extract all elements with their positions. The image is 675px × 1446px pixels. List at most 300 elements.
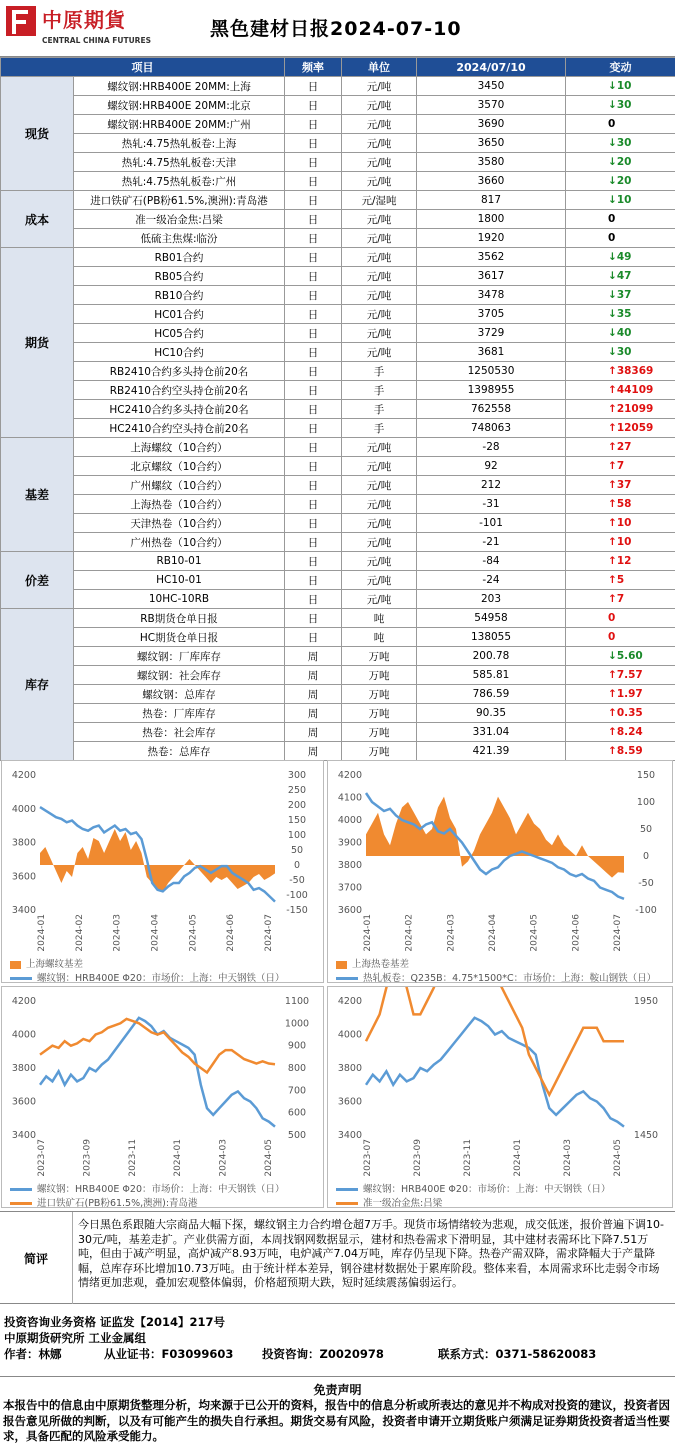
x-tick: 2024-01 [37,914,47,952]
y-tick-right: 100 [287,830,307,841]
table-row [1,457,675,476]
table-row [1,77,675,96]
y-tick-left: 4200 [337,996,362,1007]
report-title: 黑色建材日报2024-07-10 [210,18,462,40]
unit: 手 [342,362,417,381]
unit: 元/吨 [342,115,417,134]
value: 817 [417,191,566,210]
value: 54958 [417,609,566,628]
change-value: 30 [616,137,632,149]
x-tick: 2024-03 [218,1139,229,1177]
item-name: 低硫主焦煤:临汾 [74,229,285,248]
frequency: 日 [285,172,342,191]
value: 331.04 [417,723,566,742]
item-name: 螺纹钢：厂库库存 [74,647,285,666]
chart-svg [2,987,323,1207]
change-cell [566,115,675,134]
institute-line: 中原期货研究所 工业金属组 [4,1331,147,1345]
change-value: 0 [608,213,616,225]
legend-swatch [10,1188,32,1191]
y-tick-right: 100 [636,797,656,808]
arrow-up-icon: ↑ [608,555,617,567]
frequency: 日 [285,457,342,476]
frequency: 日 [285,438,342,457]
frequency: 日 [285,267,342,286]
company-logo [6,4,156,52]
author-name: 作者：林娜 [4,1347,62,1361]
change-cell [566,571,675,590]
table-row [1,267,675,286]
change-value: 27 [616,441,632,453]
cert-number: 从业证书：F03099603 [104,1347,234,1361]
change-value: 7 [616,593,625,605]
legend-swatch [10,1202,32,1205]
arrow-down-icon: ↓ [608,270,617,282]
arrow-down-icon: ↓ [608,327,617,339]
y-tick-left: 3600 [337,1096,362,1108]
frequency: 日 [285,628,342,647]
arrow-up-icon: ↑ [608,365,617,377]
commentary-label: 简评 [0,1212,73,1304]
change-cell [566,533,675,552]
value: 92 [417,457,566,476]
arrow-down-icon: ↓ [608,346,617,358]
item-name: RB10-01 [74,552,285,571]
unit: 万吨 [342,723,417,742]
x-tick: 2023-07 [37,1139,47,1177]
legend-label: 螺纹钢：HRB400E Φ20：市场价：上海：中天钢铁（日） [37,1184,285,1195]
logo-text-en: CENTRAL CHINA FUTURES [42,36,151,45]
arrow-up-icon: ↑ [608,479,617,491]
author-info [4,1314,596,1362]
change-cell [566,324,675,343]
change-value: 47 [616,270,632,282]
legend-swatch [336,1188,358,1191]
y-tick-left: 4000 [11,803,36,815]
y-tick-left: 4100 [337,792,362,804]
value: 3681 [417,343,566,362]
table-row [1,210,675,229]
disclaimer-text: 本报告中的信息由中原期货整理分析，均来源于已公开的资料，报告中的信息分析或所表达的意见并不构成对投资的建议，投资者因报告意见所做的判断，以及有可能产生的损失自行承担。期货交易有风险，投资者申请开立期货账户须满足证券期货投资者适当性要求，具备匹配的风险承受能力。 [3,1398,670,1444]
item-name: HC2410合约空头持仓前20名 [74,419,285,438]
y-tick-right: 700 [287,1085,307,1097]
y-tick-right: 600 [287,1107,307,1119]
value: 3580 [417,153,566,172]
table-row [1,476,675,495]
legend-item [10,1183,317,1196]
arrow-down-icon: ↓ [608,251,617,263]
item-name: 广州热卷（10合约） [74,533,285,552]
item-name: 北京螺纹（10合约） [74,457,285,476]
col-header-unit: 单位 [342,58,417,77]
change-value: 5.60 [616,650,643,662]
y-tick-right: 50 [639,824,653,835]
change-value: 10 [616,536,632,548]
value: 1920 [417,229,566,248]
x-tick: 2023-11 [463,1139,473,1177]
y-tick-right: -100 [635,905,657,916]
value: 748063 [417,419,566,438]
chart-shanghai-hrc-basis [327,760,673,983]
item-name: 上海热卷（10合约） [74,495,285,514]
x-tick: 2024-05 [188,914,199,952]
value: 90.35 [417,704,566,723]
change-cell [566,628,675,647]
series-area-0 [366,797,624,878]
item-name: 热轧:4.75热轧板卷:上海 [74,134,285,153]
legend-swatch [336,977,358,980]
y-tick-right: 1950 [633,996,659,1007]
change-cell [566,229,675,248]
value: 138055 [417,628,566,647]
unit: 元/吨 [342,571,417,590]
legend-item [10,972,317,985]
table-row [1,666,675,685]
change-value: 40 [616,327,632,339]
table-row [1,115,675,134]
x-tick: 2024-07 [264,914,274,952]
item-name: 螺纹钢:HRB400E 20MM:广州 [74,115,285,134]
table-row [1,286,675,305]
arrow-down-icon: ↓ [608,308,617,320]
change-cell [566,305,675,324]
col-header-item: 项目 [1,58,285,77]
frequency: 日 [285,96,342,115]
frequency: 周 [285,647,342,666]
y-tick-right: 200 [287,800,307,811]
arrow-up-icon: ↑ [608,441,617,453]
unit: 元/吨 [342,533,417,552]
table-row [1,134,675,153]
x-tick: 2024-06 [226,914,237,952]
item-name: RB期货仓单日报 [74,609,285,628]
item-name: HC期货仓单日报 [74,628,285,647]
chart-rebar-vs-coke [327,986,673,1208]
frequency: 日 [285,419,342,438]
table-row [1,324,675,343]
item-name: RB01合约 [74,248,285,267]
item-name: 准一级冶金焦:吕梁 [74,210,285,229]
y-tick-left: 3400 [11,905,36,916]
y-tick-left: 3800 [337,1063,362,1074]
item-name: 热轧:4.75热轧板卷:广州 [74,172,285,191]
y-tick-left: 3800 [11,837,36,849]
y-tick-right: 900 [287,1040,307,1052]
value: 1250530 [417,362,566,381]
change-cell [566,172,675,191]
change-cell [566,495,675,514]
arrow-down-icon: ↓ [608,175,617,187]
frequency: 日 [285,362,342,381]
item-name: 螺纹钢:HRB400E 20MM:北京 [74,96,285,115]
x-tick: 2024-01 [363,914,373,952]
unit: 元/吨 [342,305,417,324]
frequency: 日 [285,609,342,628]
unit: 元/吨 [342,286,417,305]
frequency: 周 [285,685,342,704]
table-row [1,153,675,172]
y-tick-right: -100 [286,890,308,901]
table-row [1,96,675,115]
y-tick-right: 150 [636,770,656,781]
x-tick: 2023-09 [413,1139,423,1177]
change-value: 0 [608,612,616,624]
change-cell [566,267,675,286]
change-value: 12059 [616,422,654,434]
change-cell [566,153,675,172]
unit: 万吨 [342,704,417,723]
y-tick-right: 1450 [633,1130,659,1141]
frequency: 日 [285,533,342,552]
arrow-up-icon: ↑ [608,669,617,681]
value: 3450 [417,77,566,96]
legend-label: 上海热卷基差 [352,959,410,970]
item-name: 螺纹钢:HRB400E 20MM:上海 [74,77,285,96]
table-header-row [1,58,675,77]
legend-label: 准一级冶金焦:吕梁 [363,1198,443,1209]
y-tick-left: 3800 [11,1063,36,1074]
value: 3729 [417,324,566,343]
unit: 元/吨 [342,514,417,533]
change-value: 44109 [616,384,654,396]
legend-label: 螺纹钢：HRB400E Φ20：市场价：上海：中天钢铁（日） [37,973,285,984]
table-row [1,571,675,590]
chart-svg [328,987,672,1207]
x-tick: 2024-03 [112,914,123,952]
table-row [1,514,675,533]
value: 3478 [417,286,566,305]
y-tick-right: 1100 [284,996,310,1007]
frequency: 日 [285,343,342,362]
y-tick-left: 4000 [11,1029,36,1041]
x-tick: 2023-11 [127,1139,138,1177]
unit: 万吨 [342,666,417,685]
table-row [1,495,675,514]
category-label: 成本 [1,191,74,248]
unit: 元/吨 [342,438,417,457]
table-row [1,400,675,419]
change-cell [566,286,675,305]
legend-label: 螺纹钢：HRB400E Φ20：市场价：上海：中天钢铁（日） [363,1184,611,1195]
arrow-down-icon: ↓ [608,99,617,111]
table-row [1,172,675,191]
unit: 元/吨 [342,267,417,286]
y-tick-right: -50 [289,875,305,886]
table-row [1,381,675,400]
charts-area [0,757,675,1209]
unit: 元/湿吨 [342,191,417,210]
value: -101 [417,514,566,533]
commentary-section [0,1211,675,1304]
chart-svg [2,761,323,982]
value: 200.78 [417,647,566,666]
table-row [1,628,675,647]
frequency: 周 [285,742,342,761]
y-tick-right: 50 [290,845,304,856]
chart-rebar-vs-iron-ore [1,986,324,1208]
value: 3617 [417,267,566,286]
change-value: 1.97 [616,688,643,700]
unit: 元/吨 [342,590,417,609]
frequency: 日 [285,476,342,495]
change-cell [566,590,675,609]
value: 585.81 [417,666,566,685]
change-cell [566,96,675,115]
unit: 万吨 [342,647,417,666]
change-value: 10 [616,517,632,529]
legend-item [10,958,317,971]
table-row [1,305,675,324]
x-tick: 2024-05 [529,914,540,952]
legend-swatch [336,961,347,969]
item-name: 螺纹钢：总库存 [74,685,285,704]
item-name: 天津热卷（10合约） [74,514,285,533]
table-row [1,362,675,381]
change-cell [566,685,675,704]
unit: 手 [342,419,417,438]
change-cell [566,666,675,685]
change-cell [566,704,675,723]
y-tick-left: 3400 [337,1130,362,1141]
y-tick-left: 4200 [11,770,36,781]
item-name: HC10合约 [74,343,285,362]
item-name: 热卷：社会库存 [74,723,285,742]
unit: 元/吨 [342,229,417,248]
y-tick-right: 0 [642,851,650,862]
y-tick-right: 300 [287,770,307,781]
change-cell [566,647,675,666]
col-header-freq: 频率 [285,58,342,77]
y-tick-right: 1000 [284,1018,310,1030]
legend-label: 进口铁矿石(PB粉61.5%,澳洲):青岛港 [37,1198,198,1209]
x-tick: 2024-03 [446,914,457,952]
category-label: 库存 [1,609,74,761]
col-header-change: 变动 [566,58,675,77]
y-tick-right: 150 [287,815,307,826]
value: 3705 [417,305,566,324]
y-tick-left: 3600 [11,871,36,883]
unit: 元/吨 [342,476,417,495]
change-value: 7 [616,460,625,472]
arrow-down-icon: ↓ [608,156,617,168]
unit: 元/吨 [342,552,417,571]
table-row [1,533,675,552]
arrow-up-icon: ↑ [608,745,617,757]
y-tick-right: 500 [287,1130,307,1141]
item-name: 螺纹钢：社会库存 [74,666,285,685]
arrow-up-icon: ↑ [608,384,617,396]
table-row [1,191,675,210]
arrow-up-icon: ↑ [608,517,617,529]
category-label: 现货 [1,77,74,191]
change-cell [566,381,675,400]
y-tick-left: 4200 [337,770,362,781]
change-value: 5 [616,574,625,586]
arrow-up-icon: ↑ [608,726,617,738]
change-cell [566,248,675,267]
change-cell [566,609,675,628]
legend-swatch [10,977,32,980]
y-tick-right: -150 [286,905,308,916]
arrow-up-icon: ↑ [608,422,617,434]
change-cell [566,400,675,419]
change-cell [566,552,675,571]
item-name: 热卷：厂库库存 [74,704,285,723]
value: -84 [417,552,566,571]
table-row [1,647,675,666]
frequency: 日 [285,153,342,172]
frequency: 日 [285,495,342,514]
y-tick-left: 3700 [337,882,362,894]
chart-svg [328,761,672,982]
arrow-down-icon: ↓ [608,194,617,206]
y-tick-left: 4000 [337,1029,362,1041]
y-tick-left: 3900 [337,837,362,849]
arrow-up-icon: ↑ [608,498,617,510]
value: 1398955 [417,381,566,400]
x-tick: 2024-02 [404,914,415,952]
frequency: 日 [285,229,342,248]
change-value: 37 [616,289,632,301]
frequency: 日 [285,400,342,419]
value: 212 [417,476,566,495]
item-name: 热轧:4.75热轧板卷:天津 [74,153,285,172]
series-area-0 [40,829,275,892]
item-name: HC01合约 [74,305,285,324]
legend-swatch [336,1202,358,1205]
frequency: 日 [285,286,342,305]
unit: 元/吨 [342,96,417,115]
y-tick-right: 0 [293,860,301,871]
change-value: 0 [608,232,616,244]
unit: 元/吨 [342,248,417,267]
table-row [1,438,675,457]
frequency: 日 [285,552,342,571]
arrow-up-icon: ↑ [608,536,617,548]
value: 1800 [417,210,566,229]
table-row [1,685,675,704]
change-cell [566,77,675,96]
unit: 万吨 [342,742,417,761]
unit: 元/吨 [342,343,417,362]
change-cell [566,343,675,362]
logo-text-cn: 中原期貨 [42,8,126,32]
table-row [1,229,675,248]
change-cell [566,723,675,742]
item-name: HC10-01 [74,571,285,590]
value: -31 [417,495,566,514]
y-tick-left: 4200 [11,996,36,1007]
x-tick: 2024-01 [173,1139,184,1177]
item-name: 广州螺纹（10合约） [74,476,285,495]
chart-shanghai-rebar-basis [1,760,324,983]
item-name: 10HC-10RB [74,590,285,609]
table-row [1,723,675,742]
x-tick: 2024-01 [513,1139,523,1177]
change-cell [566,419,675,438]
change-value: 35 [616,308,632,320]
change-value: 10 [616,194,632,206]
table-row [1,704,675,723]
change-cell [566,191,675,210]
change-value: 20 [616,156,632,168]
unit: 元/吨 [342,210,417,229]
change-value: 20 [616,175,632,187]
frequency: 日 [285,324,342,343]
unit: 元/吨 [342,134,417,153]
legend-item [336,972,666,985]
change-value: 8.24 [616,726,643,738]
